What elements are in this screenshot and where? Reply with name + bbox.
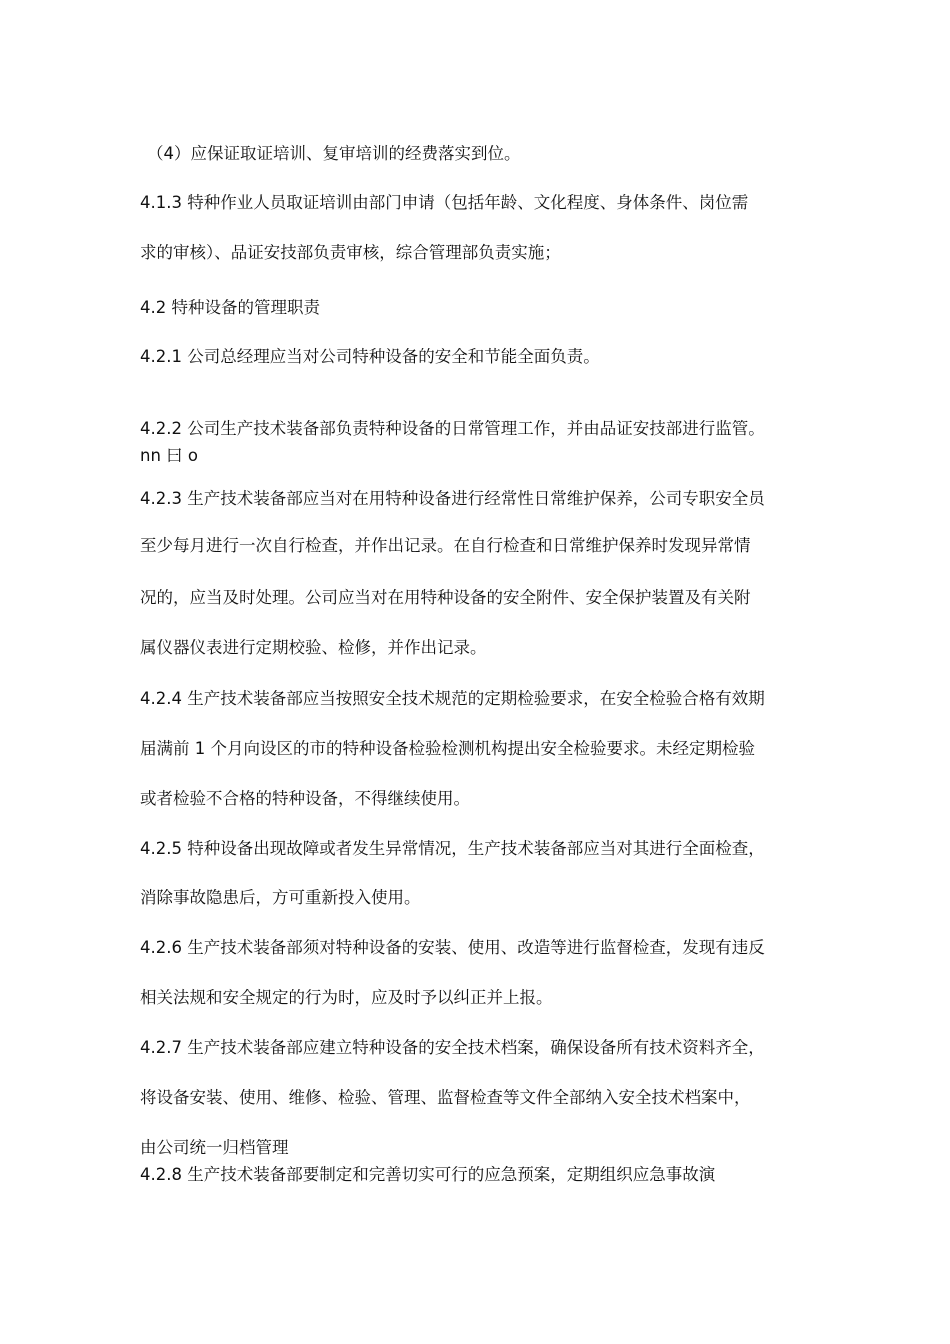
- paragraph-line: 4.2.3 生产技术装备部应当对在用特种设备进行经常性日常维护保养，公司专职安全员: [140, 489, 765, 508]
- paragraph-line: 4.2.4 生产技术装备部应当按照安全技术规范的定期检验要求，在安全检验合格有效期: [140, 689, 765, 708]
- paragraph-line: 4.2.6 生产技术装备部须对特种设备的安装、使用、改造等进行监督检查，发现有违反: [140, 938, 765, 957]
- paragraph-line: 4.2.2 公司生产技术装备部负责特种设备的日常管理工作，并由品证安技部进行监管。: [140, 419, 765, 438]
- paragraph-line: 况的，应当及时处理。公司应当对在用特种设备的安全附件、安全保护装置及有关附: [140, 588, 751, 607]
- paragraph-line: 4.2.7 生产技术装备部应建立特种设备的安全技术档案，确保设备所有技术资料齐全，: [140, 1038, 765, 1057]
- paragraph-line: （4）应保证取证培训、复审培训的经费落实到位。: [147, 144, 521, 163]
- paragraph-line: 届满前 1 个月向设区的市的特种设备检验检测机构提出安全检验要求。未经定期检验: [140, 739, 755, 758]
- paragraph-line: nn 曰 o: [140, 446, 198, 465]
- paragraph-line: 属仪器仪表进行定期校验、检修，并作出记录。: [140, 638, 487, 657]
- paragraph-line: 相关法规和安全规定的行为时，应及时予以纠正并上报。: [140, 988, 553, 1007]
- section-heading: 4.2 特种设备的管理职责: [140, 298, 320, 317]
- paragraph-line: 将设备安装、使用、维修、检验、管理、监督检查等文件全部纳入安全技术档案中，: [140, 1088, 751, 1107]
- paragraph-line: 消除事故隐患后，方可重新投入使用。: [140, 888, 421, 907]
- paragraph-line: 4.2.5 特种设备出现故障或者发生异常情况，生产技术装备部应当对其进行全面检查，: [140, 839, 765, 858]
- paragraph-line: 由公司统一归档管理: [140, 1138, 289, 1157]
- paragraph-line: 4.2.1 公司总经理应当对公司特种设备的安全和节能全面负责。: [140, 347, 600, 366]
- paragraph-line: 4.1.3 特种作业人员取证培训由部门申请（包括年龄、文化程度、身体条件、岗位需: [140, 193, 749, 212]
- paragraph-line: 至少每月进行一次自行检查，并作出记录。在自行检查和日常维护保养时发现异常情: [140, 536, 751, 555]
- paragraph-line: 或者检验不合格的特种设备，不得继续使用。: [140, 789, 470, 808]
- paragraph-line: 4.2.8 生产技术装备部要制定和完善切实可行的应急预案，定期组织应急事故演: [140, 1165, 716, 1184]
- paragraph-line: 求的审核）、品证安技部负责审核，综合管理部负责实施；: [140, 243, 561, 262]
